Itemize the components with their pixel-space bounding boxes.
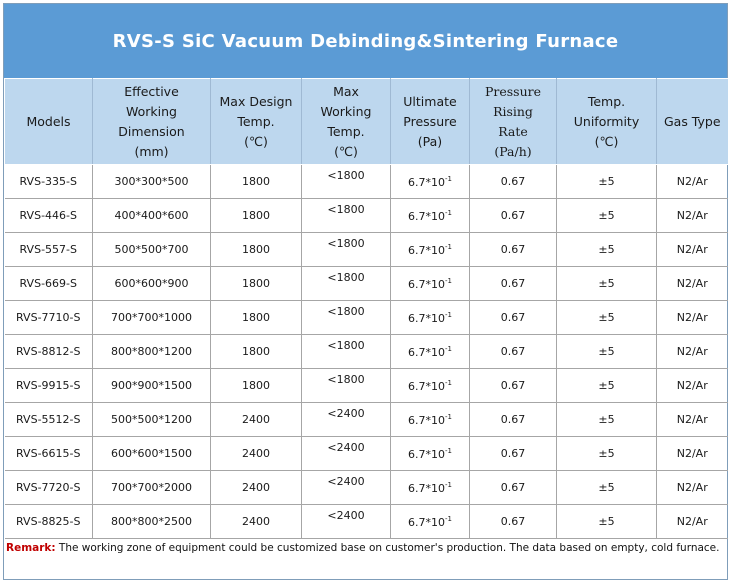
rising-rate-cell: 0.67 — [470, 335, 557, 369]
rising-rate-cell: 0.67 — [470, 165, 557, 199]
working-temp-cell: <1800 — [302, 267, 391, 301]
rising-rate-cell: 0.67 — [470, 437, 557, 471]
header-temp-uniformity: Temp. Uniformity (℃) — [557, 79, 657, 165]
model-cell: RVS-7710-S — [5, 301, 93, 335]
working-temp-cell: <2400 — [302, 437, 391, 471]
working-temp-cell: <2400 — [302, 471, 391, 505]
header-max-working-temp: Max Working Temp. (℃) — [302, 79, 391, 165]
dimension-cell: 600*600*1500 — [93, 437, 211, 471]
header-max-design-temp: Max Design Temp. (℃) — [211, 79, 302, 165]
design-temp-cell: 1800 — [211, 267, 302, 301]
uniformity-cell: ±5 — [557, 335, 657, 369]
design-temp-cell: 2400 — [211, 403, 302, 437]
working-temp-cell: <1800 — [302, 165, 391, 199]
design-temp-cell: 1800 — [211, 335, 302, 369]
gas-type-cell: N2/Ar — [657, 165, 728, 199]
table-row — [5, 267, 728, 301]
dimension-cell: 300*300*500 — [93, 165, 211, 199]
spec-sheet — [3, 3, 728, 580]
uniformity-cell: ±5 — [557, 233, 657, 267]
gas-type-cell: N2/Ar — [657, 267, 728, 301]
working-temp-cell: <1800 — [302, 233, 391, 267]
header-pressure-rising-rate: Pressure Rising Rate (Pa/h) — [470, 79, 557, 165]
design-temp-cell: 2400 — [211, 471, 302, 505]
model-cell: RVS-446-S — [5, 199, 93, 233]
table-row — [5, 335, 728, 369]
gas-type-cell: N2/Ar — [657, 437, 728, 471]
header-ultimate-pressure: Ultimate Pressure (Pa) — [391, 79, 470, 165]
model-cell: RVS-7720-S — [5, 471, 93, 505]
design-temp-cell: 1800 — [211, 233, 302, 267]
model-cell: RVS-669-S — [5, 267, 93, 301]
uniformity-cell: ±5 — [557, 165, 657, 199]
uniformity-cell: ±5 — [557, 403, 657, 437]
uniformity-cell: ±5 — [557, 199, 657, 233]
header-models: Models — [5, 79, 93, 165]
gas-type-cell: N2/Ar — [657, 471, 728, 505]
table-row — [5, 301, 728, 335]
header-dimension: Effective Working Dimension (mm) — [93, 79, 211, 165]
gas-type-cell: N2/Ar — [657, 335, 728, 369]
uniformity-cell: ±5 — [557, 437, 657, 471]
model-cell: RVS-8825-S — [5, 505, 93, 539]
rising-rate-cell: 0.67 — [470, 199, 557, 233]
rising-rate-cell: 0.67 — [470, 403, 557, 437]
design-temp-cell: 2400 — [211, 505, 302, 539]
uniformity-cell: ±5 — [557, 267, 657, 301]
header-row — [5, 79, 728, 165]
gas-type-cell: N2/Ar — [657, 233, 728, 267]
ultimate-pressure-cell: $6.7*10^{-1}$ — [391, 437, 470, 471]
table-row — [5, 403, 728, 437]
working-temp-cell: <2400 — [302, 403, 391, 437]
dimension-cell: 500*500*1200 — [93, 403, 211, 437]
dimension-cell: 500*500*700 — [93, 233, 211, 267]
uniformity-cell: ±5 — [557, 369, 657, 403]
table-title: RVS-S SiC Vacuum Debinding&Sintering Furnace — [112, 30, 619, 52]
working-temp-cell: <2400 — [302, 505, 391, 539]
header-gas-type: Gas Type — [657, 79, 728, 165]
rising-rate-cell: 0.67 — [470, 471, 557, 505]
model-cell: RVS-8812-S — [5, 335, 93, 369]
table-row — [5, 199, 728, 233]
rising-rate-cell: 0.67 — [470, 233, 557, 267]
rising-rate-cell: 0.67 — [470, 267, 557, 301]
rising-rate-cell: 0.67 — [470, 301, 557, 335]
remark-label: Remark: — [6, 542, 56, 554]
uniformity-cell: ±5 — [557, 301, 657, 335]
ultimate-pressure-cell: $6.7*10^{-1}$ — [391, 505, 470, 539]
dimension-cell: 700*700*2000 — [93, 471, 211, 505]
design-temp-cell: 1800 — [211, 165, 302, 199]
dimension-cell: 600*600*900 — [93, 267, 211, 301]
model-cell: RVS-9915-S — [5, 369, 93, 403]
ultimate-pressure-cell: $6.7*10^{-1}$ — [391, 301, 470, 335]
gas-type-cell: N2/Ar — [657, 199, 728, 233]
ultimate-pressure-cell: $6.7*10^{-1}$ — [391, 267, 470, 301]
table-row — [5, 437, 728, 471]
table-row — [5, 369, 728, 403]
table-row — [5, 471, 728, 505]
dimension-cell: 900*900*1500 — [93, 369, 211, 403]
ultimate-pressure-cell: $6.7*10^{-1}$ — [391, 199, 470, 233]
remark-note — [6, 538, 726, 558]
dimension-cell: 400*400*600 — [93, 199, 211, 233]
gas-type-cell: N2/Ar — [657, 403, 728, 437]
table-row — [5, 165, 728, 199]
model-cell: RVS-6615-S — [5, 437, 93, 471]
ultimate-pressure-cell: $6.7*10^{-1}$ — [391, 369, 470, 403]
model-cell: RVS-335-S — [5, 165, 93, 199]
rising-rate-cell: 0.67 — [470, 369, 557, 403]
table-row — [5, 505, 728, 539]
working-temp-cell: <1800 — [302, 199, 391, 233]
rising-rate-cell: 0.67 — [470, 505, 557, 539]
gas-type-cell: N2/Ar — [657, 301, 728, 335]
dimension-cell: 800*800*1200 — [93, 335, 211, 369]
design-temp-cell: 1800 — [211, 301, 302, 335]
uniformity-cell: ±5 — [557, 505, 657, 539]
ultimate-pressure-cell: $6.7*10^{-1}$ — [391, 165, 470, 199]
design-temp-cell: 2400 — [211, 437, 302, 471]
model-cell: RVS-5512-S — [5, 403, 93, 437]
working-temp-cell: <1800 — [302, 335, 391, 369]
design-temp-cell: 1800 — [211, 369, 302, 403]
working-temp-cell: <1800 — [302, 301, 391, 335]
remark-text: The working zone of equipment could be customized base on customer's production. The data based on empty, cold furnace. — [55, 542, 720, 554]
ultimate-pressure-cell: $6.7*10^{-1}$ — [391, 233, 470, 267]
gas-type-cell: N2/Ar — [657, 505, 728, 539]
gas-type-cell: N2/Ar — [657, 369, 728, 403]
design-temp-cell: 1800 — [211, 199, 302, 233]
table-row — [5, 233, 728, 267]
dimension-cell: 700*700*1000 — [93, 301, 211, 335]
working-temp-cell: <1800 — [302, 369, 391, 403]
ultimate-pressure-cell: $6.7*10^{-1}$ — [391, 403, 470, 437]
ultimate-pressure-cell: $6.7*10^{-1}$ — [391, 471, 470, 505]
dimension-cell: 800*800*2500 — [93, 505, 211, 539]
title-bar — [4, 4, 727, 78]
uniformity-cell: ±5 — [557, 471, 657, 505]
ultimate-pressure-cell: $6.7*10^{-1}$ — [391, 335, 470, 369]
model-cell: RVS-557-S — [5, 233, 93, 267]
spec-table — [4, 78, 728, 539]
